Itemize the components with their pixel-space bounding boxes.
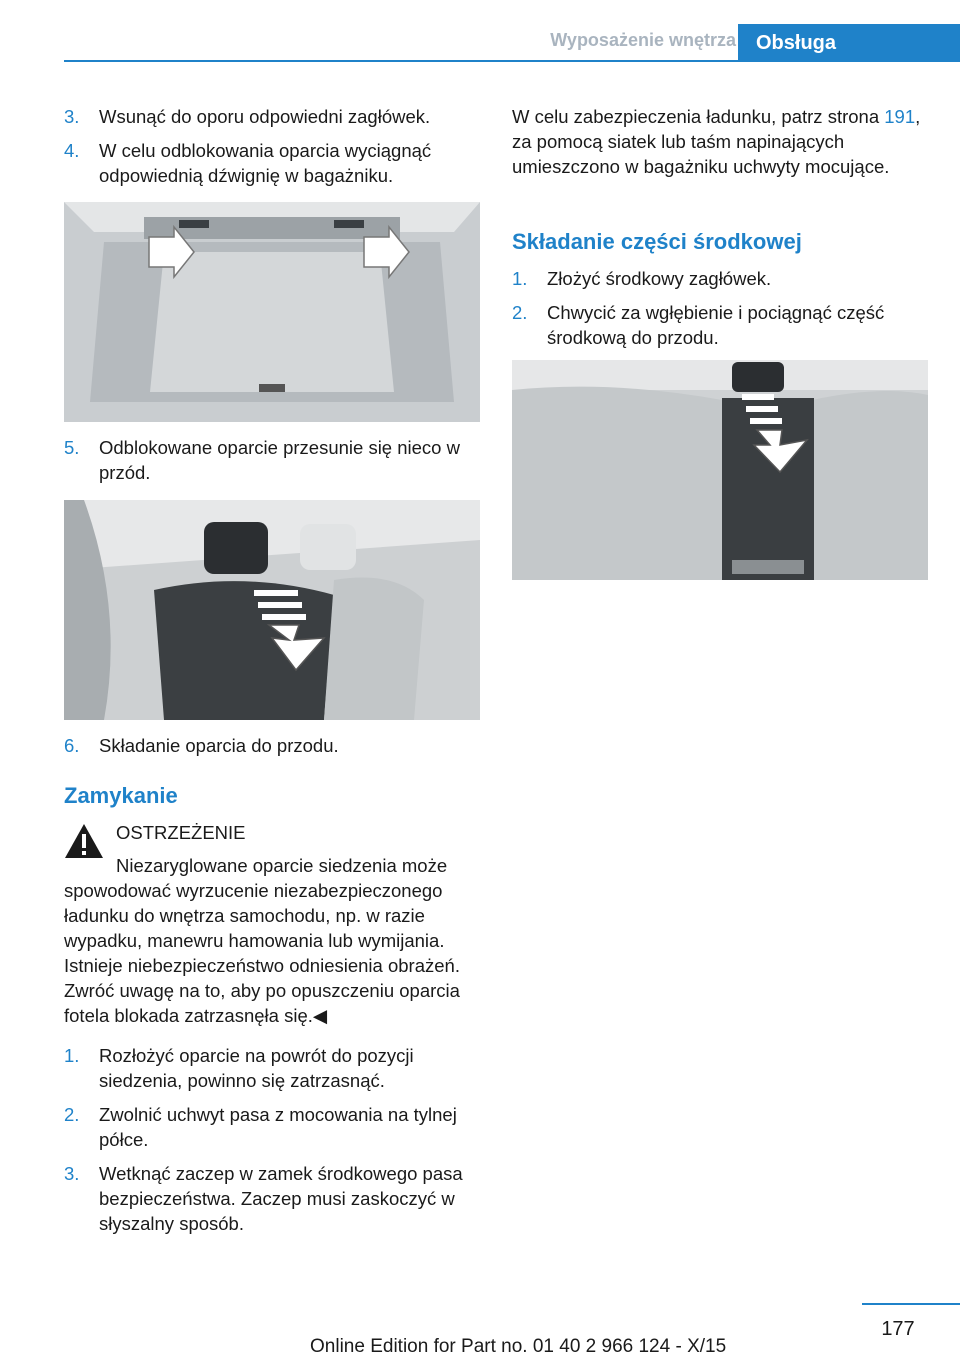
step-text: Wetknąć zaczep w zamek środkowego pasa bezpieczeństwa. Zaczep musi zaskoczyć w słyszalny sposób. [99, 1163, 463, 1234]
list-item [64, 104, 480, 129]
list-item [64, 435, 480, 485]
step-number: 3. [64, 106, 80, 127]
intro-text: W celu zabezpieczenia ładunku, patrz strona [512, 106, 885, 127]
steps-list-a [64, 104, 480, 188]
warning-text: Niezaryglowane oparcie siedzenia może spowodować wyrzucenie niezabezpieczonego ładunku do wnętrza samochodu, np. w razie wypadku, manewru hamowania lub wymijania. Istnieje niebezpieczeństwo odniesienia obrażeń. Zwróć uwagę na to, aby po opuszczeniu oparcia fotela blokada zatrzasnęła się.◀ [64, 855, 460, 1026]
step-text: Odblokowane oparcie przesunie się nieco w przód. [99, 437, 460, 483]
list-item [64, 1102, 480, 1152]
footer-edition: Online Edition for Part no. 01 40 2 966 124 - X/15 [310, 1336, 727, 1357]
step-number: 4. [64, 140, 80, 161]
warning-title: OSTRZEŻENIE [116, 822, 246, 843]
step-number: 1. [64, 1045, 80, 1066]
trunk-illustration [64, 202, 480, 422]
step-text: Wsunąć do oporu odpowiedni zagłówek. [99, 106, 431, 127]
seat-backrest-illustration [64, 500, 480, 720]
center-section-illustration [512, 360, 928, 580]
step-text: Złożyć środkowy zagłówek. [547, 268, 772, 289]
step-text: Zwolnić uchwyt pasa z mocowania na tylnej półce. [99, 1104, 457, 1150]
list-item [512, 266, 928, 291]
section-heading-center-fold: Składanie części środkowej [512, 229, 802, 254]
step-5 [64, 435, 480, 485]
step-text: Składanie oparcia do przodu. [99, 735, 339, 756]
page-number: 177 [881, 1318, 915, 1340]
steps-list-c [512, 266, 928, 350]
intro-paragraph [512, 104, 928, 179]
step-text: W celu odblokowania oparcia wyciągnąć odpowiednią dźwignię w bagażniku. [99, 140, 432, 186]
step-text: Rozłożyć oparcie na powrót do pozycji siedzenia, powinno się zatrzasnąć. [99, 1045, 414, 1091]
list-item [512, 300, 928, 350]
list-item [64, 138, 480, 188]
step-6 [64, 733, 480, 758]
step-number: 6. [64, 735, 80, 756]
list-item [64, 1161, 480, 1236]
page-reference-link[interactable]: 191 [884, 106, 916, 127]
section-heading-closing: Zamykanie [64, 783, 178, 808]
header-section-title: Wyposażenie wnętrza [550, 30, 736, 50]
list-item [64, 733, 480, 758]
header-tab: Obsługa [738, 24, 960, 62]
header-rule [64, 60, 960, 62]
step-number: 3. [64, 1163, 80, 1184]
list-item [64, 1043, 480, 1093]
footer-rule [862, 1303, 960, 1305]
step-text: Chwycić za wgłębienie i pociągnąć część środkową do przodu. [547, 302, 885, 348]
intro-text-cont: , za pomocą siatek lub taśm napinających umieszczono w bagażniku uchwyty mocujące. [512, 106, 921, 177]
step-number: 1. [512, 268, 528, 289]
step-number: 5. [64, 437, 80, 458]
step-number: 2. [512, 302, 528, 323]
steps-list-b [64, 1043, 480, 1236]
step-number: 2. [64, 1104, 80, 1125]
